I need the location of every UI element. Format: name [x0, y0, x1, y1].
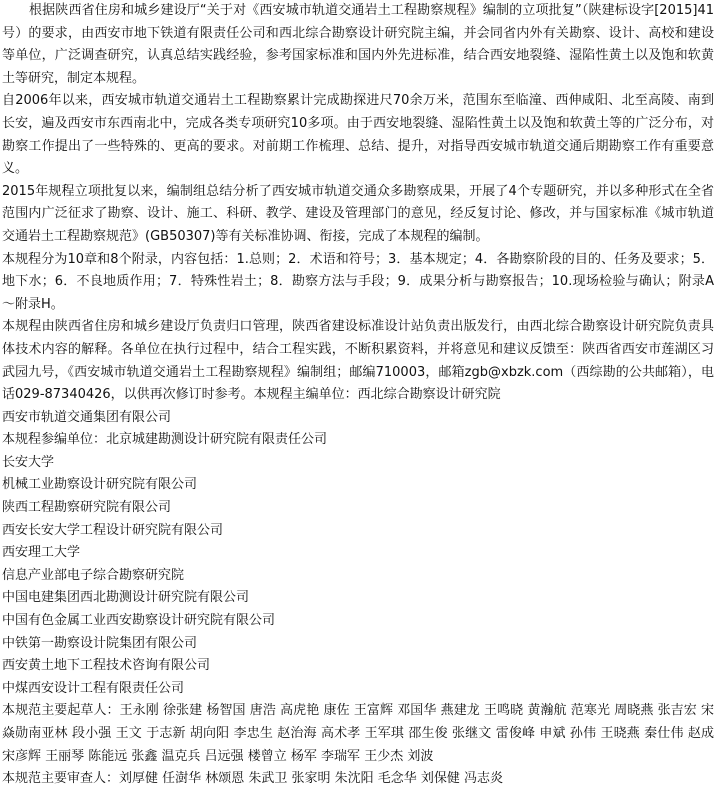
editor-unit: 西安市轨道交通集团有限公司 [2, 409, 172, 425]
reviewers-list: 本规范主要审查人：刘厚健 任澍华 林颂恩 朱武卫 张家明 朱沈阳 毛念华 刘保健 冯志炎 [2, 771, 504, 787]
participating-unit: 信息产业部电子综合勘察研究院 [2, 567, 185, 583]
participating-unit: 机械工业勘察设计研究院有限公司 [2, 477, 198, 493]
contents-paragraph: 本规程分为10章和8个附录，内容包括：1.总则；2．术语和符号；3．基本规定；4．各勘察阶段的目的、任务及要求；5．地下水；6．不良地质作用；7．特殊性岩土；8．勘察方法与手段；9．成果分析与勘察报告；10.现场检验与确认；附录A～附录H。 [2, 251, 714, 312]
participating-unit: 中铁第一勘察设计院集团有限公司 [2, 635, 198, 651]
drafters-list: 本规范主要起草人：王永刚 徐张建 杨智国 唐浩 高虎艳 康佐 王富辉 邓国华 燕建龙 王鸣晓 黄瀚航 范寒光 周晓燕 张吉宏 宋焱勋南亚林 段小强 王文 于志新 胡向阳 李忠生 赵治海 高术孝 王军琪 邵生俊 张继文 雷俊峰 申斌 孙伟 王晓燕 秦仕伟 赵成 宋彦辉 王丽琴 陈能远 张鑫 温克兵 吕远强 楼曾立 杨军 李瑞军 王少杰 刘波 [2, 703, 714, 764]
participating-unit: 中煤西安设计工程有限责任公司 [2, 680, 185, 696]
participating-unit: 中国有色金属工业西安勘察设计研究院有限公司 [2, 613, 276, 629]
management-paragraph: 本规程由陕西省住房和城乡建设厅负责归口管理，陕西省建设标准设计站负责出版发行，由西北综合勘察设计研究院负责具体技术内容的解释。各单位在执行过程中，结合工程实践，不断积累资料，并将意见和建议反馈至：陕西省西安市莲湖区习武园九号，《西安城市轨道交通岩土工程勘察规程》编制组；邮编710003，邮箱zgb@xbzk.com（西综勘的公共邮箱），电话029-87340426，以供再次修订时参考。本规程主编单位：西北综合勘察设计研究院 [2, 319, 714, 403]
participating-unit: 长安大学 [2, 454, 55, 470]
intro-paragraph: 根据陕西省住房和城乡建设厅“关于对《西安城市轨道交通岩土工程勘察规程》编制的立项批复”（陕建标设字[2015]41号）的要求，由西安市地下铁道有限责任公司和西北综合勘察设计研究院主编，并会同省内外有关勘察、设计、高校和建设等单位，广泛调查研究，认真总结实践经验，参考国家标准和国内外先进标准，结合西安地裂缝、湿陷性黄土以及饱和软黄土等研究，制定本规程。 [2, 3, 714, 86]
participating-unit: 中国电建集团西北勘测设计研究院有限公司 [2, 590, 250, 606]
participating-unit: 西安长安大学工程设计研究院有限公司 [2, 522, 224, 538]
participating-unit: 陕西工程勘察研究院有限公司 [2, 500, 172, 516]
participating-unit: 西安理工大学 [2, 545, 81, 561]
approval-paragraph: 2015年规程立项批复以来，编制组总结分析了西安城市轨道交通众多勘察成果，开展了4个专题研究，并以多种形式在全省范围内广泛征求了勘察、设计、施工、科研、教学、建设及管理部门的意见，经反复讨论、修改，并与国家标准《城市轨道交通岩土工程勘察规范》(GB50307)等有关标准协调、衔接，完成了本规程的编制。 [2, 183, 714, 244]
participating-units-heading: 本规程参编单位：北京城建勘测设计研究院有限责任公司 [2, 432, 328, 448]
history-paragraph: 自2006年以来，西安城市轨道交通岩土工程勘察累计完成勘探进尺70余万米，范围东至临潼、西伸咸阳、北至高陵、南到长安，遍及西安市东西南北中，完成各类专项研究10多项。由于西安地裂缝、湿陷性黄土以及饱和软黄土等的广泛分布，对勘察工作提出了一些特殊的、更高的要求。对前期工作梳理、总结、提升，对指导西安城市轨道交通后期勘察工作有重要意义。 [2, 93, 714, 177]
participating-unit: 西安黄土地下工程技术咨询有限公司 [2, 658, 211, 674]
